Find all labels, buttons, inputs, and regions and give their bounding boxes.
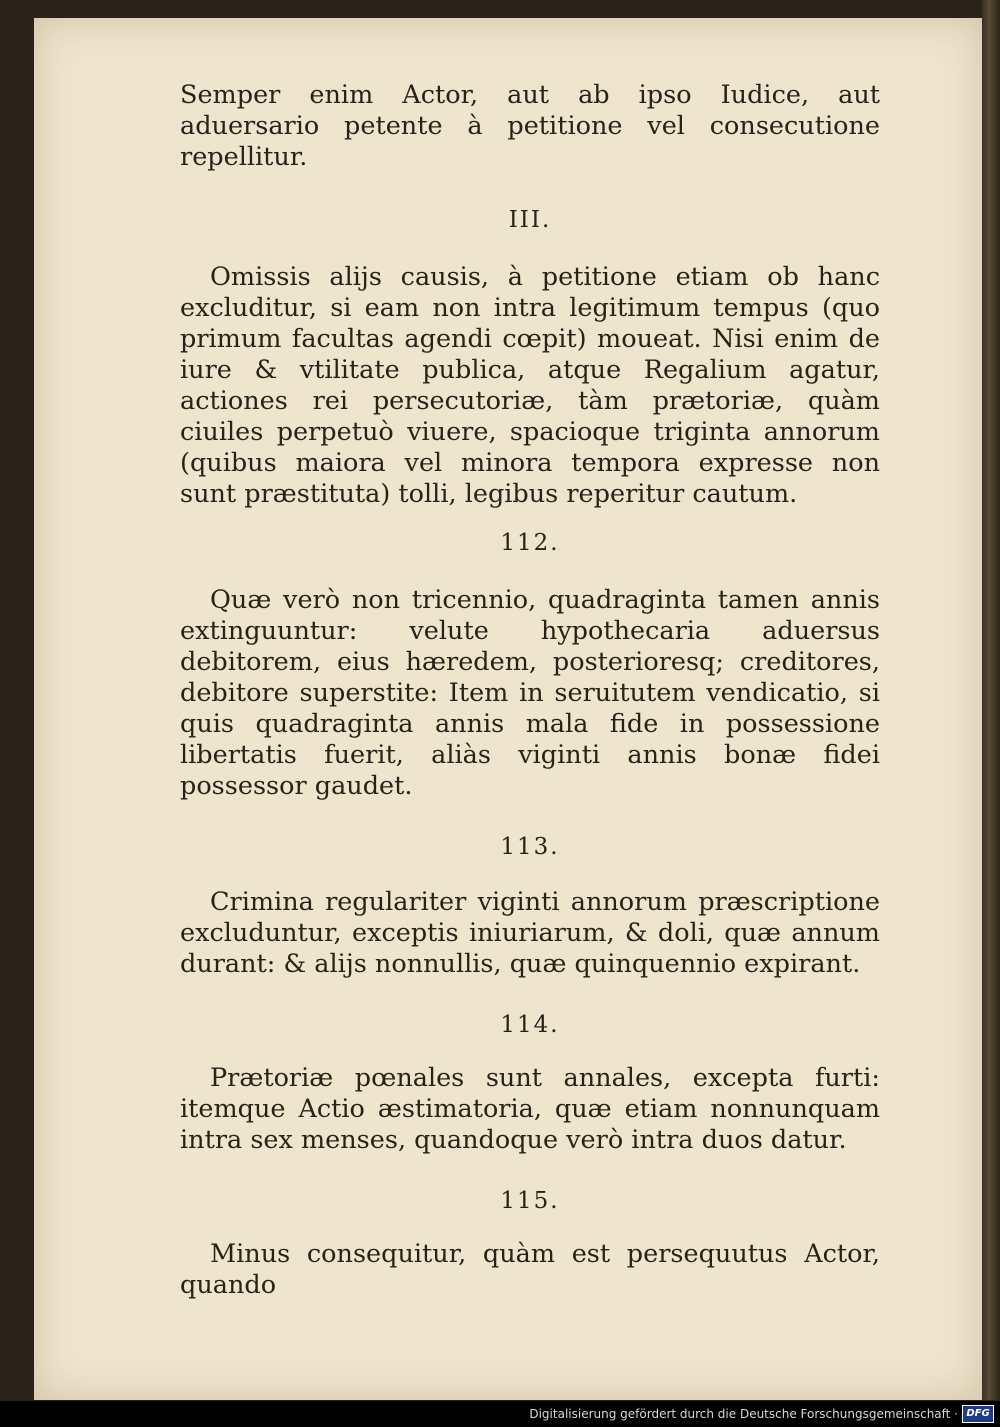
section-number-114: 114. xyxy=(500,1012,560,1038)
footer-credit: Digitalisierung gefördert durch die Deutsche Forschungsgemeinschaft · xyxy=(529,1407,958,1421)
footer-bar xyxy=(0,1401,1000,1427)
section-number-115: 115. xyxy=(500,1188,560,1214)
section-number-111: III. xyxy=(508,207,552,233)
paragraph-continuation: Semper enim Actor, aut ab ipso Iudice, aut aduersario petente à petitione vel consecutione repellitur. xyxy=(180,80,880,172)
dfg-logo-icon: DFG xyxy=(962,1405,994,1423)
paragraph-111: Omissis alijs causis, à petitione etiam ob hanc excluditur, si eam non intra legitimum tempus (quo primum facultas agendi cœpit) moueat. Nisi enim de iure & vtilitate publica, atque Regalium agatur, actiones rei persecutoriæ, tàm prætoriæ, quàm ciuiles perpetuò viuere, spacioque triginta annorum (quibus maiora vel minora tempora expresse non sunt præstituta) tolli, legibus reperitur cautum. xyxy=(180,262,880,509)
paragraph-113: Crimina regulariter viginti annorum præscriptione excluduntur, exceptis iniuriarum, & doli, quæ annum durant: & alijs nonnullis, quæ quinquennio expirant. xyxy=(180,887,880,979)
paragraph-112: Quæ verò non tricennio, quadraginta tamen annis extinguuntur: velute hypothecaria aduersus debitorem, eius hæredem, posterioresq; creditores, debitore superstite: Item in seruitutem vendicatio, si quis quadraginta annis mala fide in possessione libertatis fuerit, aliàs viginti annis bonæ fidei possessor gaudet. xyxy=(180,585,880,801)
section-number-113: 113. xyxy=(500,834,560,860)
paragraph-115: Minus consequitur, quàm est persequutus Actor, quando xyxy=(180,1239,880,1300)
page-edge xyxy=(982,0,1000,1400)
page-text xyxy=(180,80,880,1301)
section-number-112: 112. xyxy=(500,530,560,556)
paragraph-114: Prætoriæ pœnales sunt annales, excepta furti: itemque Actio æstimatoria, quæ etiam nonnunquam intra sex menses, quandoque verò intra duos datur. xyxy=(180,1063,880,1155)
